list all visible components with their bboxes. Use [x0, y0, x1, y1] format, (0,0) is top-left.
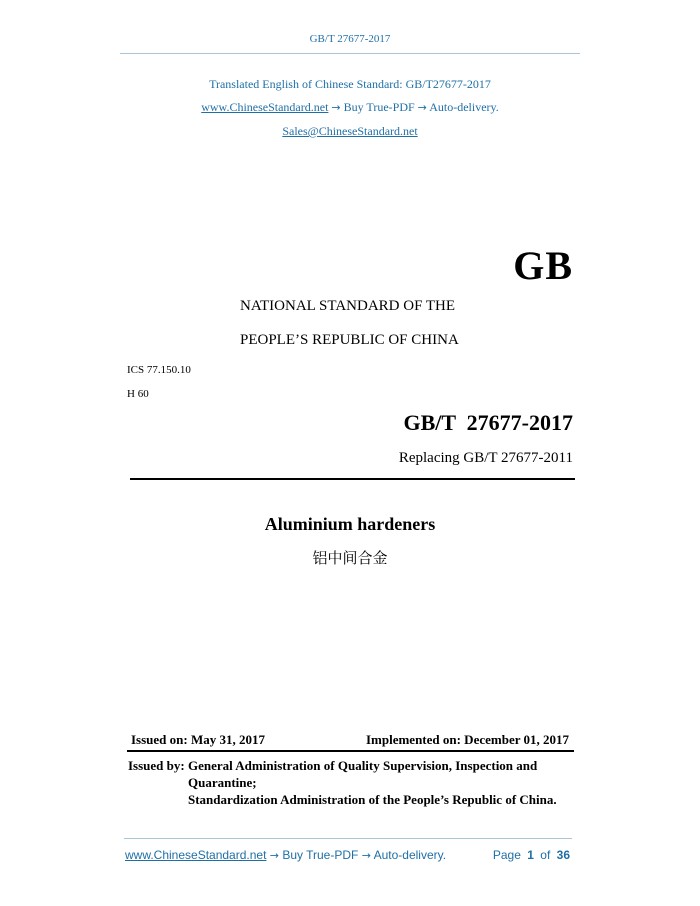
issuer-line-2: Quarantine;: [188, 775, 257, 790]
running-header: [0, 33, 700, 45]
arrow-right-icon: →: [269, 849, 279, 862]
arrow-right-icon: →: [417, 101, 427, 114]
national-standard-line2: PEOPLE’S REPUBLIC OF CHINA: [240, 332, 459, 348]
page-total: 36: [556, 848, 570, 862]
translation-note-text: Translated English of Chinese Standard: GB/T27677-2017: [209, 77, 491, 91]
footer-delivery-text: Auto-delivery.: [373, 848, 447, 862]
ics-code: ICS 77.150.10: [127, 364, 191, 376]
title-chinese: 铝中间合金: [312, 549, 388, 567]
translation-note-line: [0, 77, 700, 92]
number-divider: [130, 478, 575, 480]
translation-links-line: [0, 100, 700, 115]
of-label: of: [540, 848, 551, 862]
arrow-right-icon: →: [361, 849, 371, 862]
footer-buy-text: Buy True-PDF: [282, 848, 359, 862]
issued-on: Issued on: May 31, 2017: [131, 732, 265, 747]
site-link[interactable]: www.ChineseStandard.net: [201, 100, 329, 114]
arrow-right-icon: →: [331, 101, 341, 114]
issuer-line-1: General Administration of Quality Supervision, Inspection and: [188, 758, 538, 773]
header-standard-code: GB/T 27677-2017: [309, 33, 391, 45]
issuer-line-3: Standardization Administration of the People’s Republic of China.: [188, 792, 557, 807]
title-english: Aluminium hardeners: [264, 514, 436, 534]
footer-divider: [124, 838, 572, 839]
header-divider: [120, 53, 580, 54]
footer-links: [125, 848, 446, 862]
email-line: [0, 124, 700, 139]
replacing-note: Replacing GB/T 27677-2011: [398, 450, 573, 466]
issued-by-label: Issued by:: [128, 758, 185, 773]
gb-logo: GB: [513, 243, 573, 288]
standard-number: GB/T 27677-2017: [403, 410, 573, 435]
page-number: 1: [527, 848, 534, 862]
buy-pdf-text: Buy True-PDF: [343, 100, 415, 114]
footer-site-link[interactable]: www.ChineseStandard.net: [125, 848, 267, 862]
page-indicator: [493, 848, 570, 862]
ccs-code: H 60: [127, 388, 149, 400]
national-standard-line1: NATIONAL STANDARD OF THE: [240, 298, 456, 314]
sales-email-link[interactable]: Sales@ChineseStandard.net: [282, 124, 418, 138]
implemented-on: Implemented on: December 01, 2017: [365, 732, 569, 747]
dates-divider: [127, 750, 574, 752]
auto-delivery-text: Auto-delivery.: [429, 100, 499, 114]
page-label: Page: [492, 848, 521, 862]
